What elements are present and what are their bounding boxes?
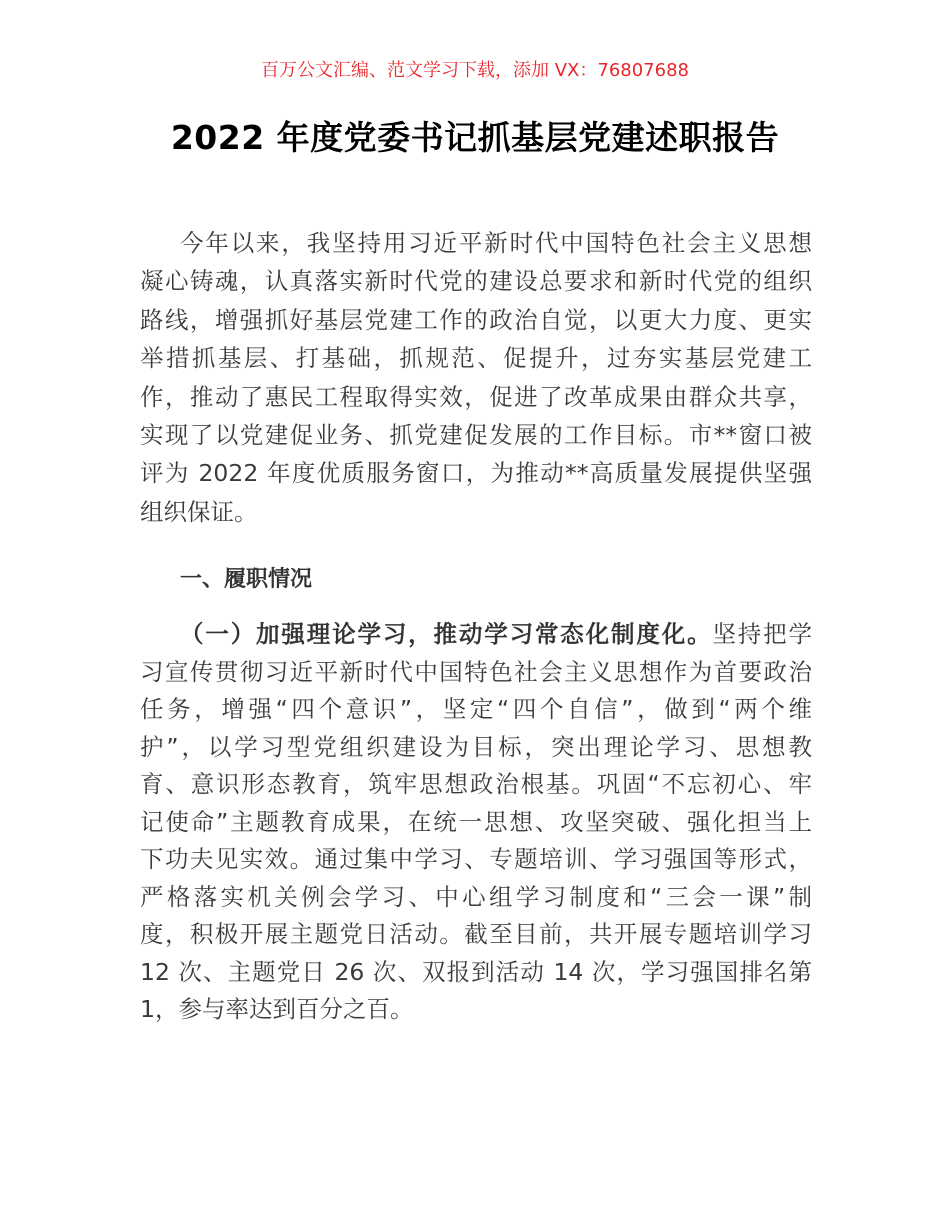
paragraph-line: 下功夫见实效。通过集中学习、专题培训、学习强国等形式， [140,845,812,873]
paragraph-line: 护”，以学习型党组织建设为目标，突出理论学习、思想教 [140,732,812,761]
intro-paragraph [140,224,812,531]
paragraph-text: 坚持把学 [712,620,813,648]
paragraph-line: 凝心铸魂，认真落实新时代党的建设总要求和新时代党的组织 [140,267,812,296]
section-heading: 一、履职情况 [180,567,313,592]
paragraph-line: 作，推动了惠民工程取得实效，促进了改革成果由群众共享， [140,382,812,411]
subsection-heading: （一）加强理论学习，推动学习常态化制度化。 [180,620,713,648]
paragraph-line: 评为 2022 年度优质服务窗口，为推动**高质量发展提供坚强 [140,459,812,488]
paragraph-line: 实现了以党建促业务、抓党建促发展的工作目标。市**窗口被 [140,420,812,449]
subsection-paragraph [140,616,812,1029]
paragraph-line: 今年以来，我坚持用习近平新时代中国特色社会主义思想 [180,229,812,257]
paragraph-line [140,616,812,654]
paragraph-line: 严格落实机关例会学习、中心组学习制度和“三会一课”制 [140,882,812,911]
paragraph-line: 任务，增强“四个意识”，坚定“四个自信”，做到“两个维 [140,695,812,723]
document-title: 2022 年度党委书记抓基层党建述职报告 [170,118,780,157]
paragraph-line: 1，参与率达到百分之百。 [140,995,414,1023]
paragraph-line: 育、意识形态教育，筑牢思想政治根基。巩固“不忘初心、牢 [140,770,812,798]
paragraph-line: 组织保证。 [140,497,258,526]
paragraph-line: 度，积极开展主题党日活动。截至目前，共开展专题培训学习 [140,920,812,948]
paragraph-line: 路线，增强抓好基层党建工作的政治自觉，以更大力度、更实 [140,305,812,334]
header-note: 百万公文汇编、范文学习下载，添加 VX：76807688 [261,60,689,81]
paragraph-line: 举措抓基层、打基础，抓规范、促提升，过夯实基层党建工 [140,344,812,373]
paragraph-line: 习宣传贯彻习近平新时代中国特色社会主义思想作为首要政治 [140,657,812,686]
paragraph-line: 12 次、主题党日 26 次、双报到活动 14 次，学习强国排名第 [140,957,812,986]
paragraph-line: 记使命”主题教育成果，在统一思想、攻坚突破、强化担当上 [140,807,812,836]
